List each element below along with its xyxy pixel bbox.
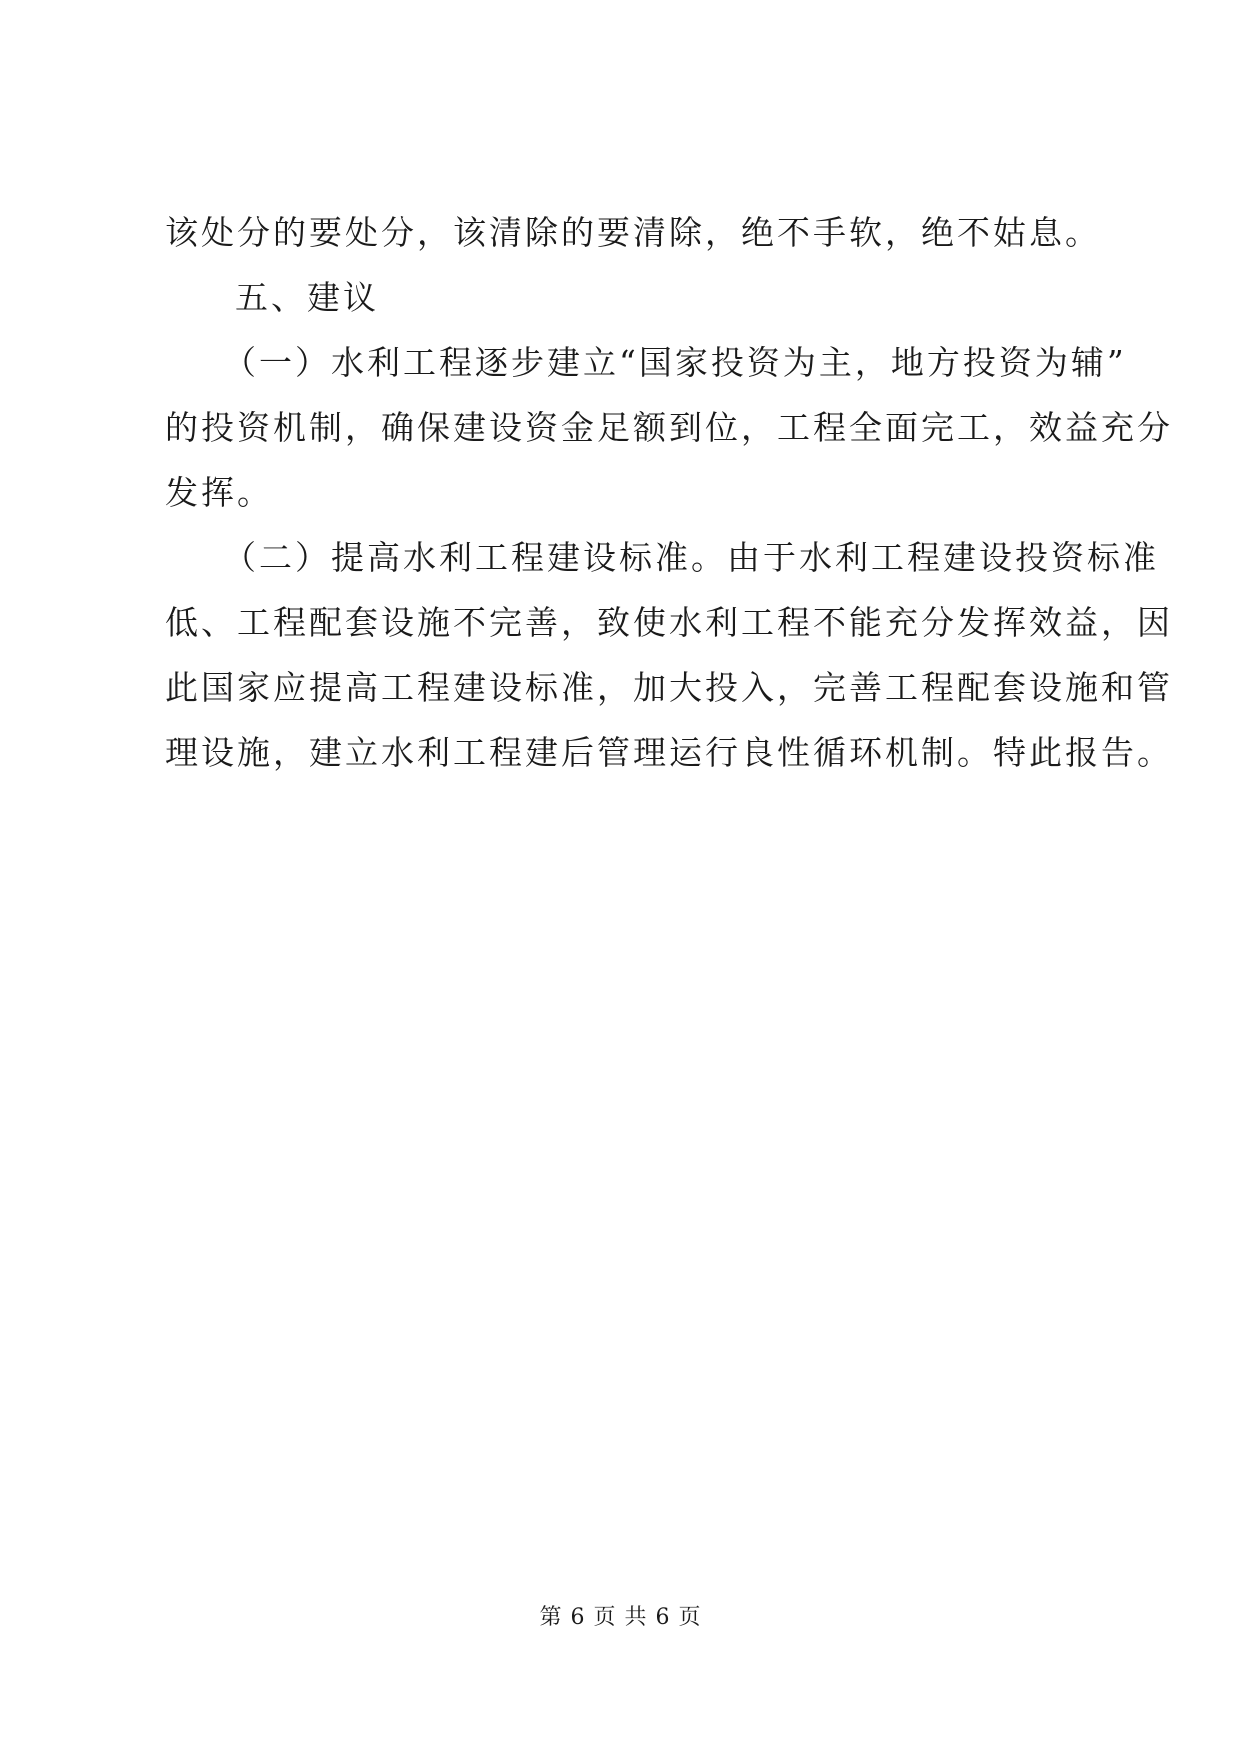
text-line: 此国家应提高工程建设标准，加大投入，完善工程配套设施和管 xyxy=(165,668,1173,707)
section-heading: 五、建议 xyxy=(235,278,379,317)
text-line: 的投资机制，确保建设资金足额到位，工程全面完工，效益充分 xyxy=(165,408,1173,447)
text-line: 低、工程配套设施不完善，致使水利工程不能充分发挥效益，因 xyxy=(165,603,1173,642)
text-line: 理设施，建立水利工程建后管理运行良性循环机制。特此报告。 xyxy=(165,733,1173,772)
text-line: （一）水利工程逐步建立“国家投资为主，地方投资为辅” xyxy=(223,343,1127,382)
page-number-footer: 第 6 页 共 6 页 xyxy=(539,1605,702,1630)
text-line: 该处分的要处分，该清除的要清除，绝不手软，绝不姑息。 xyxy=(165,213,1101,252)
text-line: 发挥。 xyxy=(165,473,273,512)
document-body xyxy=(165,200,1173,785)
text-line: （二）提高水利工程建设标准。由于水利工程建设投资标准 xyxy=(223,538,1159,577)
